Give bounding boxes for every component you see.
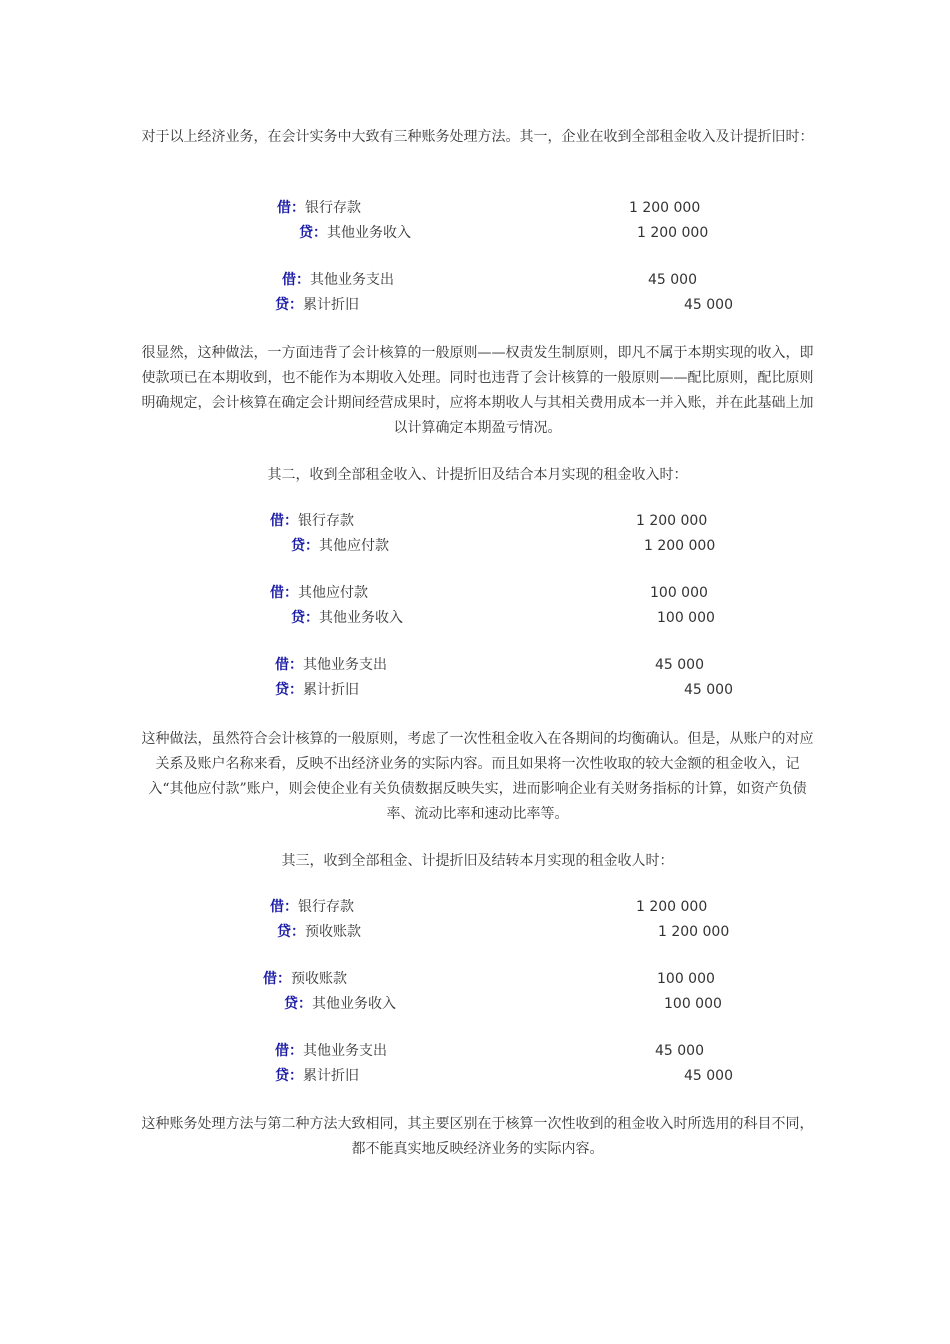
account-name: 累计折旧 (303, 297, 359, 313)
paragraph-intro: 对于以上经济业务，在会计实务中大致有三种账务处理方法。其一，企业在收到全部租金收入及计提折旧时： (141, 129, 814, 145)
entry-credit-other-income (284, 992, 396, 1017)
credit-label: 贷： (275, 297, 303, 313)
amount: 45 000 (684, 1068, 733, 1084)
amount: 45 000 (648, 272, 697, 288)
account-name: 银行存款 (298, 513, 354, 529)
account-name: 预收账款 (305, 924, 361, 940)
credit-label: 贷： (275, 682, 303, 698)
entry-credit-other-payable (291, 534, 389, 559)
amount: 45 000 (655, 1043, 704, 1059)
credit-label: 贷： (299, 225, 327, 241)
debit-label: 借： (275, 1043, 303, 1059)
entry-credit-other-income (299, 221, 411, 246)
account-name: 其他业务收入 (319, 610, 403, 626)
paragraph-conclusion: 这种账务处理方法与第二种方法大致相同，其主要区别在于核算一次性收到的租金收入时所选用的科目不同，都不能真实地反映经济业务的实际内容。 (141, 1116, 814, 1157)
account-name: 其他应付款 (319, 538, 389, 554)
debit-label: 借： (275, 657, 303, 673)
debit-label: 借： (263, 971, 291, 987)
debit-label: 借： (270, 585, 298, 601)
amount: 100 000 (664, 996, 722, 1012)
entry-debit-bank (270, 509, 354, 534)
amount: 100 000 (657, 610, 715, 626)
account-name: 其他业务支出 (310, 272, 394, 288)
credit-label: 贷： (277, 924, 305, 940)
account-name: 预收账款 (291, 971, 347, 987)
amount: 1 200 000 (636, 513, 708, 529)
debit-label: 借： (277, 200, 305, 216)
amount: 1 200 000 (658, 924, 730, 940)
paragraph-analysis-1: 很显然，这种做法，一方面违背了会计核算的一般原则——权责发生制原则，即凡不属于本期实现的收入，即使款项已在本期收到，也不能作为本期收入处理。同时也违背了会计核算的一般原则——配比原则，配比原则明确规定，会计核算在确定会计期间经营成果时，应将本期收人与其相关费用成本一并入账，并在此基础上加以计算确定本期盈亏情况。 (141, 345, 814, 436)
amount: 45 000 (684, 682, 733, 698)
debit-label: 借： (282, 272, 310, 288)
paragraph-analysis-2: 这种做法，虽然符合会计核算的一般原则，考虑了一次性租金收入在各期间的均衡确认。但是，从账户的对应关系及账户名称来看，反映不出经济业务的实际内容。而且如果将一次性收取的较大金额的租金收入，记入“其他应付款”账户，则会使企业有关负债数据反映失实，进而影响企业有关财务指标的计算，如资产负债率、流动比率和速动比率等。 (141, 731, 814, 822)
account-name: 其他业务支出 (303, 657, 387, 673)
paragraph-method-3: 其三，收到全部租金、计提折旧及结转本月实现的租金收人时： (281, 853, 674, 869)
account-name: 其他应付款 (298, 585, 368, 601)
entry-debit-other-expense (275, 1039, 387, 1064)
entry-credit-other-income (291, 606, 403, 631)
entry-debit-bank (270, 895, 354, 920)
amount: 45 000 (684, 297, 733, 313)
amount: 45 000 (655, 657, 704, 673)
amount: 1 200 000 (636, 899, 708, 915)
amount: 1 200 000 (644, 538, 716, 554)
account-name: 其他业务收入 (312, 996, 396, 1012)
account-name: 银行存款 (298, 899, 354, 915)
paragraph-method-2: 其二，收到全部租金收入、计提折旧及结合本月实现的租金收入时： (267, 467, 688, 483)
account-name: 银行存款 (305, 200, 361, 216)
account-name: 累计折旧 (303, 1068, 359, 1084)
entry-credit-depreciation (275, 1064, 359, 1089)
account-name: 其他业务收入 (327, 225, 411, 241)
debit-label: 借： (270, 513, 298, 529)
amount: 1 200 000 (637, 225, 709, 241)
entry-debit-bank (277, 196, 361, 221)
credit-label: 贷： (275, 1068, 303, 1084)
entry-debit-advance-receipts (263, 967, 347, 992)
amount: 100 000 (650, 585, 708, 601)
entry-debit-other-payable (270, 581, 368, 606)
account-name: 其他业务支出 (303, 1043, 387, 1059)
entry-credit-advance-receipts (277, 920, 361, 945)
credit-label: 贷： (291, 610, 319, 626)
entry-credit-depreciation (275, 293, 359, 318)
entry-debit-other-expense (282, 268, 394, 293)
amount: 100 000 (657, 971, 715, 987)
credit-label: 贷： (284, 996, 312, 1012)
account-name: 累计折旧 (303, 682, 359, 698)
entry-credit-depreciation (275, 678, 359, 703)
debit-label: 借： (270, 899, 298, 915)
amount: 1 200 000 (629, 200, 701, 216)
entry-debit-other-expense (275, 653, 387, 678)
credit-label: 贷： (291, 538, 319, 554)
